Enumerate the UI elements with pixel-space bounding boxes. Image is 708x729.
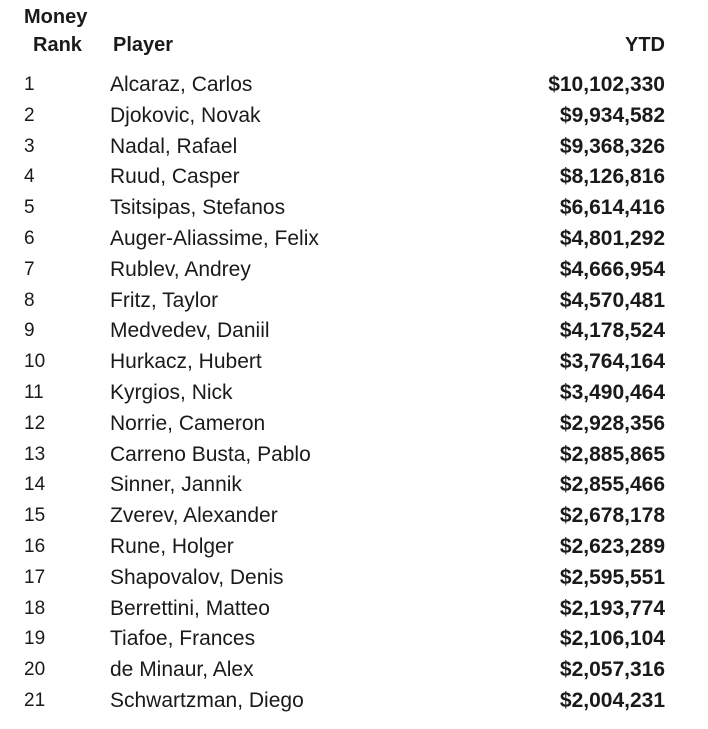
player-cell: de Minaur, Alex: [110, 658, 254, 682]
table-row: [0, 224, 708, 255]
ytd-cell: $4,666,954: [559, 257, 665, 281]
table-row: [0, 70, 708, 101]
ytd-cell: $10,102,330: [548, 73, 665, 96]
player-cell: Rune, Holger: [110, 534, 234, 558]
player-cell: Nadal, Rafael: [110, 134, 238, 158]
table-body: [0, 70, 708, 717]
table-row: [0, 563, 708, 594]
table-row: [0, 378, 708, 409]
rank-cell: 9: [24, 320, 35, 342]
player-cell: Auger-Aliassime, Felix: [110, 226, 319, 250]
ytd-cell: $3,764,164: [559, 350, 665, 374]
player-cell: Tiafoe, Frances: [110, 627, 256, 651]
player-cell: Hurkacz, Hubert: [110, 350, 262, 374]
player-cell: Schwartzman, Diego: [110, 688, 304, 712]
player-cell: Carreno Busta, Pablo: [110, 442, 311, 466]
player-cell: Norrie, Cameron: [110, 411, 266, 435]
rank-cell: 13: [24, 443, 46, 465]
player-cell: Ruud, Casper: [110, 165, 240, 189]
table-row: [0, 440, 708, 471]
rank-cell: 8: [24, 289, 35, 311]
rank-cell: 16: [24, 535, 46, 557]
table-row: [0, 255, 708, 286]
player-cell: Djokovic, Novak: [110, 103, 261, 127]
rank-cell: 19: [24, 628, 46, 650]
table-row: [0, 501, 708, 532]
header-player: Player: [113, 34, 174, 56]
player-cell: Sinner, Jannik: [110, 473, 242, 497]
player-cell: Tsitsipas, Stefanos: [110, 196, 286, 220]
rank-cell: 21: [24, 689, 46, 711]
rank-cell: 17: [24, 566, 46, 588]
table-row: [0, 193, 708, 224]
rank-cell: 11: [24, 381, 44, 403]
rank-cell: 14: [24, 474, 46, 496]
player-cell: Shapovalov, Denis: [110, 565, 284, 589]
ytd-cell: $2,004,231: [559, 688, 665, 712]
table-row: [0, 686, 708, 717]
player-cell: Zverev, Alexander: [110, 504, 278, 528]
player-cell: Kyrgios, Nick: [110, 380, 233, 404]
header-rank: Rank: [33, 34, 82, 56]
rank-cell: 18: [24, 597, 46, 619]
table-row: [0, 162, 708, 193]
ytd-cell: $4,570,481: [559, 288, 665, 312]
ytd-cell: $9,368,326: [559, 134, 665, 158]
table-row: [0, 347, 708, 378]
rank-cell: 15: [24, 505, 46, 527]
ytd-cell: $2,928,356: [559, 411, 665, 435]
table-row: [0, 132, 708, 163]
ytd-cell: $2,885,865: [559, 442, 665, 466]
player-cell: Medvedev, Daniil: [110, 319, 270, 343]
header-money: Money: [24, 6, 88, 28]
ytd-cell: $2,595,551: [559, 565, 665, 589]
rank-cell: 2: [24, 104, 35, 126]
rank-cell: 12: [24, 412, 46, 434]
table-row: [0, 594, 708, 625]
ytd-cell: $4,801,292: [559, 226, 665, 250]
rank-cell: 5: [24, 197, 35, 219]
ytd-cell: $2,855,466: [559, 473, 665, 497]
table-row: [0, 624, 708, 655]
ytd-cell: $2,193,774: [559, 596, 665, 620]
ytd-cell: $6,614,416: [559, 196, 665, 220]
header-ytd: YTD: [625, 34, 665, 56]
table-row: [0, 101, 708, 132]
ytd-cell: $2,623,289: [559, 534, 665, 558]
ytd-cell: $3,490,464: [559, 380, 665, 404]
rank-cell: 6: [24, 227, 35, 249]
rank-cell: 10: [24, 351, 46, 373]
player-cell: Alcaraz, Carlos: [110, 73, 253, 96]
table-row: [0, 316, 708, 347]
table-row: [0, 409, 708, 440]
rank-cell: 4: [24, 166, 35, 188]
player-cell: Rublev, Andrey: [110, 257, 251, 281]
ytd-cell: $4,178,524: [559, 319, 665, 343]
table-row: [0, 532, 708, 563]
table-row: [0, 470, 708, 501]
ytd-cell: $2,106,104: [559, 627, 665, 651]
table-row: [0, 655, 708, 686]
player-cell: Berrettini, Matteo: [110, 596, 270, 620]
table-row: [0, 286, 708, 317]
ytd-cell: $9,934,582: [559, 103, 665, 127]
ytd-cell: $8,126,816: [559, 165, 665, 189]
rank-cell: 1: [24, 74, 35, 95]
rank-cell: 3: [24, 135, 35, 157]
rank-cell: 7: [24, 258, 35, 280]
player-cell: Fritz, Taylor: [110, 288, 219, 312]
ytd-cell: $2,678,178: [559, 504, 665, 528]
rank-cell: 20: [24, 659, 46, 681]
ytd-cell: $2,057,316: [559, 658, 665, 682]
